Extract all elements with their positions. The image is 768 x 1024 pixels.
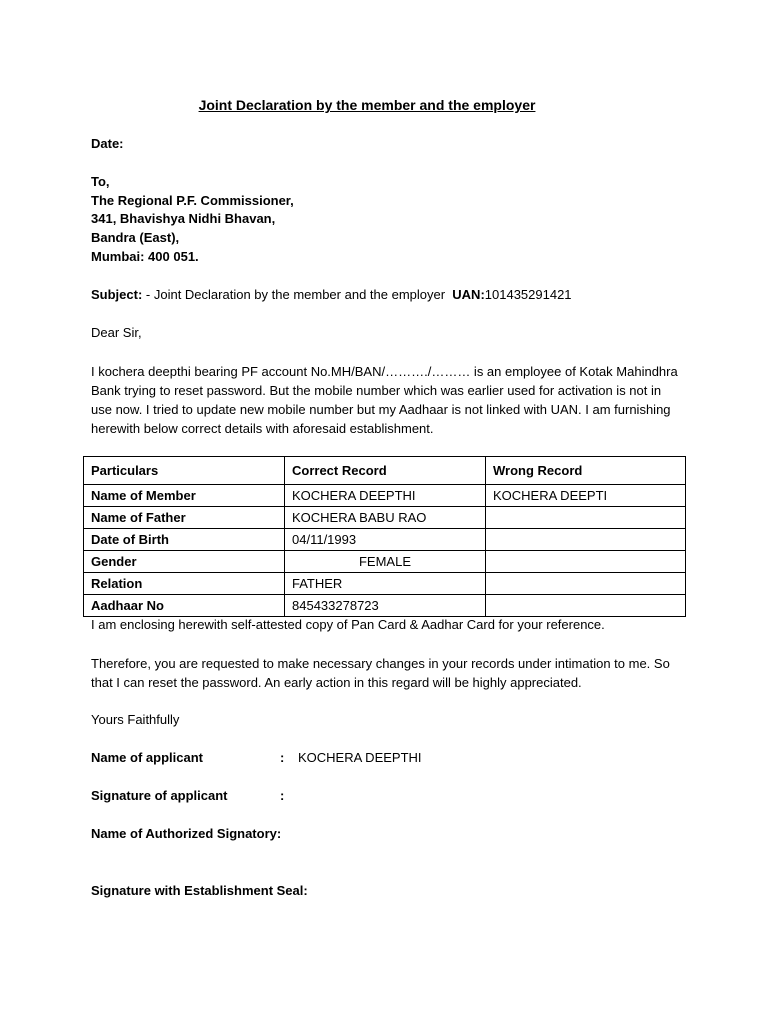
address-line-2: 341, Bhavishya Nidhi Bhavan, xyxy=(91,211,276,226)
row-label: Aadhaar No xyxy=(84,595,285,617)
table-row xyxy=(84,551,686,573)
header-correct-record: Correct Record xyxy=(285,457,486,485)
table-row xyxy=(84,573,686,595)
table-header-row xyxy=(84,457,686,485)
correct-value: 845433278723 xyxy=(285,595,486,617)
row-label: Gender xyxy=(84,551,285,573)
establishment-seal-label: Signature with Establishment Seal: xyxy=(91,883,308,898)
subject-line xyxy=(91,286,572,304)
row-label: Name of Member xyxy=(84,485,285,507)
address-line-3: Bandra (East), xyxy=(91,230,180,245)
wrong-value xyxy=(486,573,686,595)
correct-value: FATHER xyxy=(285,573,486,595)
header-particulars: Particulars xyxy=(84,457,285,485)
wrong-value xyxy=(486,507,686,529)
row-label: Relation xyxy=(84,573,285,595)
applicant-name-value: KOCHERA DEEPTHI xyxy=(298,750,422,765)
header-wrong-record: Wrong Record xyxy=(486,457,686,485)
uan-value: 101435291421 xyxy=(484,287,572,302)
correct-value: KOCHERA BABU RAO xyxy=(285,507,486,529)
authorized-signatory-label: Name of Authorized Signatory: xyxy=(91,826,282,841)
document-title: Joint Declaration by the member and the employer xyxy=(198,97,536,113)
applicant-signature-colon: : xyxy=(280,788,285,803)
applicant-signature-label: Signature of applicant xyxy=(91,788,228,803)
date-label: Date: xyxy=(91,136,124,151)
records-table xyxy=(83,456,686,617)
wrong-value: KOCHERA DEEPTI xyxy=(486,485,686,507)
applicant-name-label: Name of applicant xyxy=(91,750,203,765)
applicant-name-colon: : xyxy=(280,750,285,765)
request-paragraph: Therefore, you are requested to make necessary changes in your records under intimation to me. So that I can reset the password. An early action in this regard will be highly appreciated. xyxy=(91,656,670,690)
correct-value: 04/11/1993 xyxy=(285,529,486,551)
body-paragraph: I kochera deepthi bearing PF account No.MH/BAN/………./……… is an employee of Kotak Mahindhra Bank trying to reset password. But the mobile number which was earlier used for activation is not in use now. I tried to update new mobile number but my Aadhaar is not linked with UAN. I am furnishing herewith below correct details with aforesaid establishment. xyxy=(91,364,678,436)
table-row xyxy=(84,485,686,507)
wrong-value xyxy=(486,529,686,551)
row-label: Date of Birth xyxy=(84,529,285,551)
correct-value: FEMALE xyxy=(285,551,486,573)
enclosure-line: I am enclosing herewith self-attested copy of Pan Card & Aadhar Card for your reference. xyxy=(91,617,605,632)
closing: Yours Faithfully xyxy=(91,712,180,727)
salutation: Dear Sir, xyxy=(91,325,142,340)
correct-value: KOCHERA DEEPTHI xyxy=(285,485,486,507)
subject-label: Subject: xyxy=(91,287,143,302)
table-row xyxy=(84,529,686,551)
address-line-4: Mumbai: 400 051. xyxy=(91,249,199,264)
address-line-1: The Regional P.F. Commissioner, xyxy=(91,193,294,208)
address-to: To, xyxy=(91,174,110,189)
row-label: Name of Father xyxy=(84,507,285,529)
uan-label: UAN: xyxy=(452,287,485,302)
table-row xyxy=(84,507,686,529)
subject-text: - Joint Declaration by the member and the employer xyxy=(142,287,453,302)
wrong-value xyxy=(486,551,686,573)
wrong-value xyxy=(486,595,686,617)
table-row xyxy=(84,595,686,617)
